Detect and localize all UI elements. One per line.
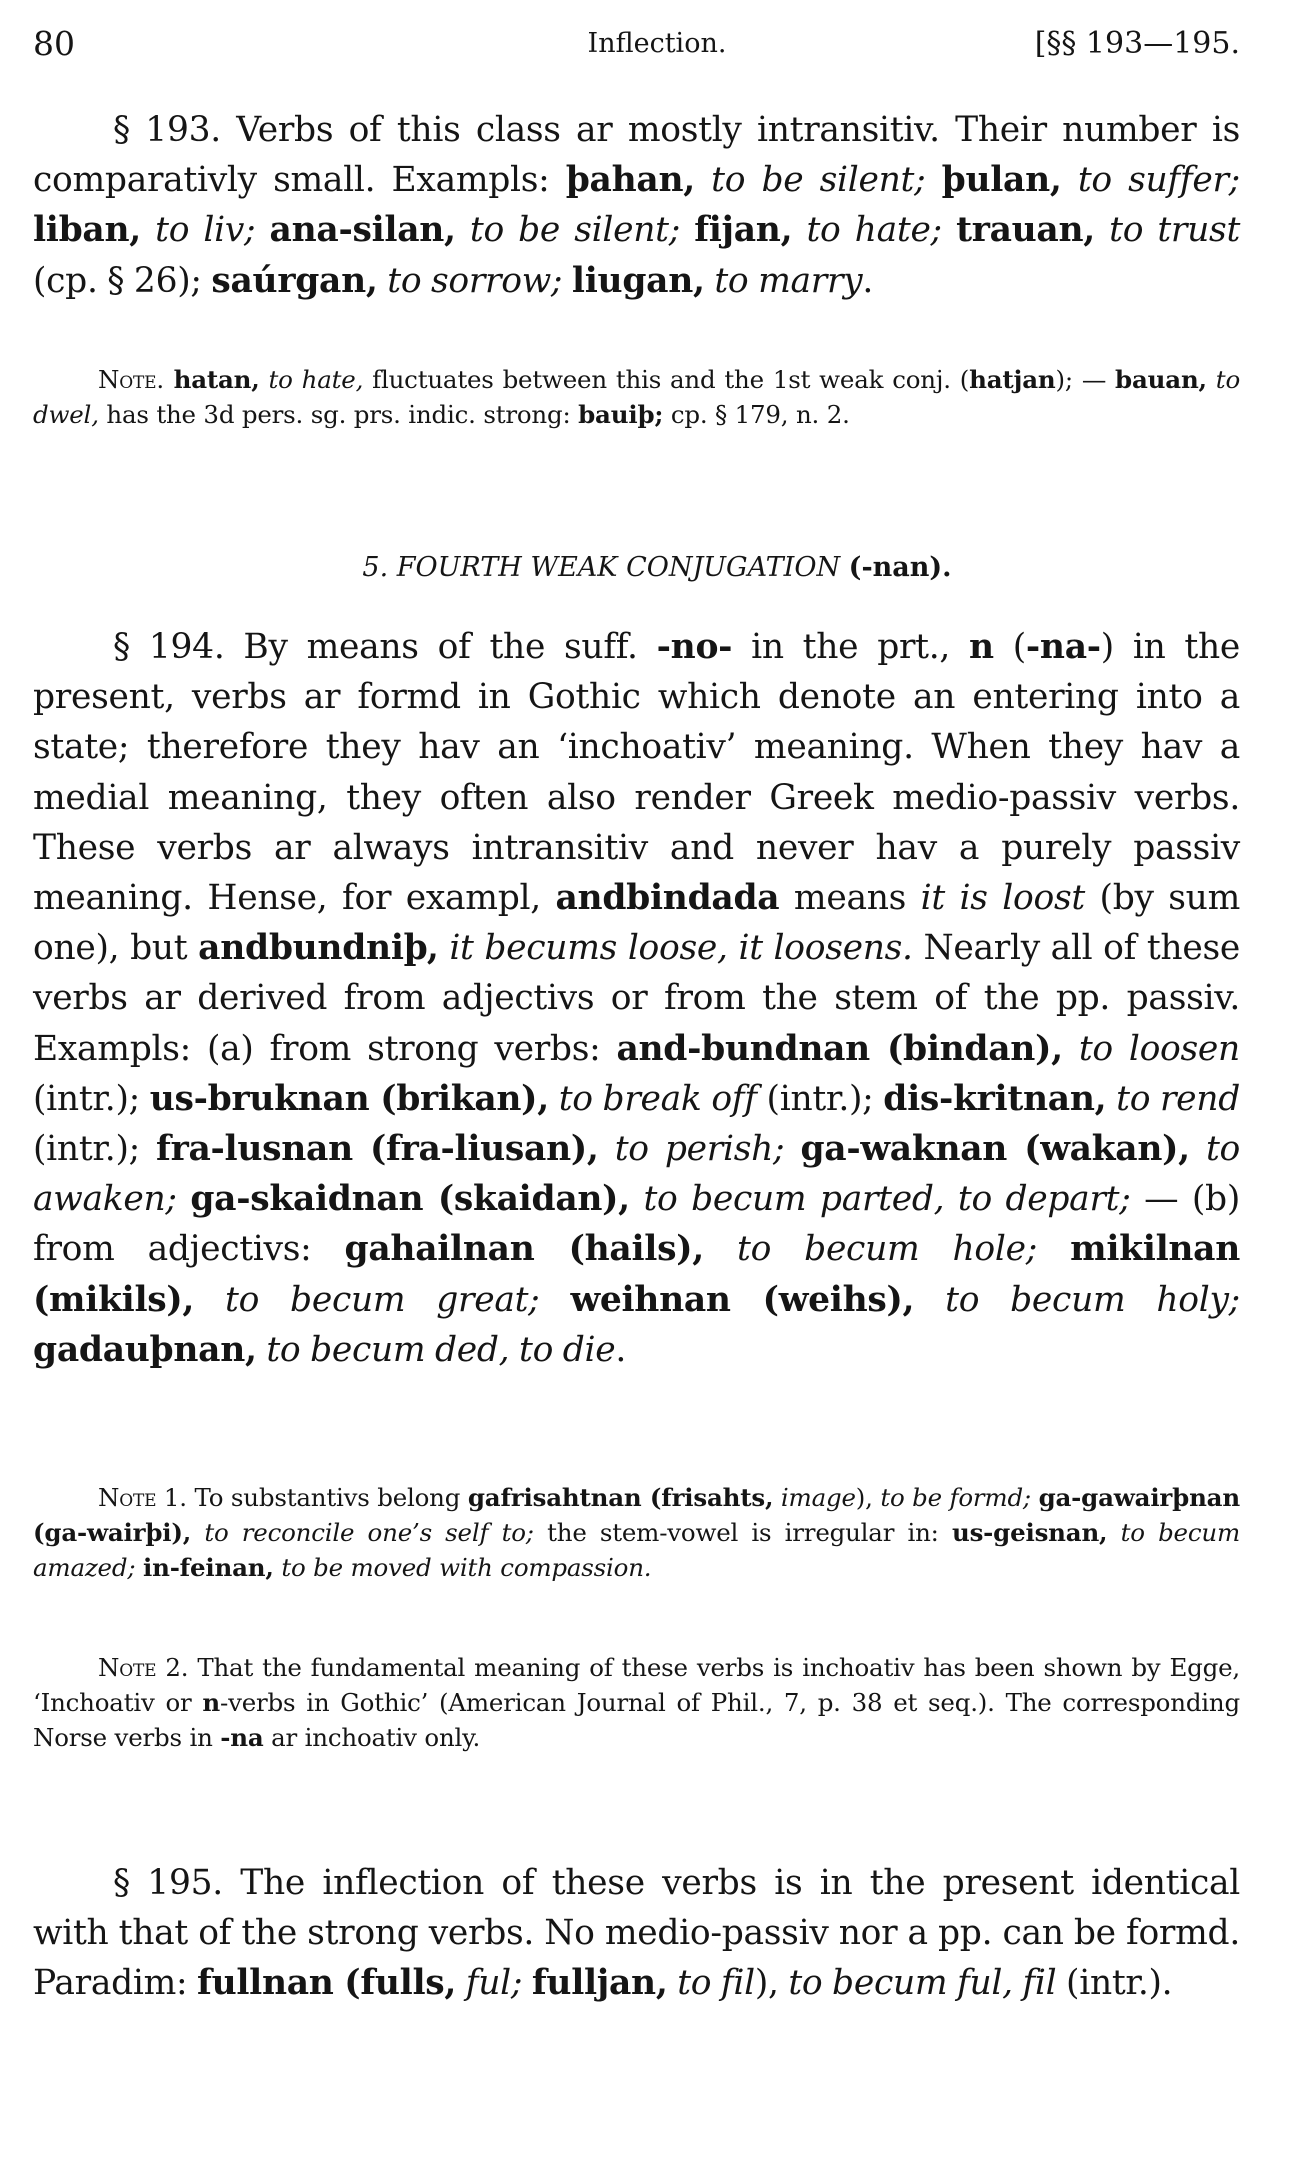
text: cp. § 179, n. 2. — [663, 400, 850, 429]
gothic-word: þahan, — [565, 160, 695, 201]
page-number: 80 — [33, 24, 75, 63]
text: ); — — [1055, 365, 1116, 394]
paragraph-193 — [33, 105, 1240, 306]
text: has the 3d pers. sg. prs. indic. strong: — [98, 400, 579, 429]
text: . — [615, 1329, 627, 1370]
note-1 — [33, 1480, 1240, 1585]
gothic-word: trauan, — [956, 210, 1095, 251]
suffix: n — [202, 1688, 221, 1717]
text: means — [779, 878, 921, 919]
gothic-word: liban, — [33, 210, 141, 251]
gloss: to becum ful, fil — [788, 1963, 1057, 2004]
gloss: to hate, — [259, 365, 364, 394]
text: That the fundamental meaning of these verbs is inchoativ has been shown by Egge, ‘Inchoativ or — [33, 1653, 1240, 1717]
gloss: it is loost — [920, 878, 1085, 919]
gothic-word: fijan, — [694, 210, 793, 251]
gloss: to fil — [667, 1963, 755, 2004]
gloss: to be formd; — [880, 1483, 1039, 1512]
text: (intr.); — [33, 1078, 150, 1119]
gloss: to sorrow; — [377, 260, 572, 301]
gloss: to loosen — [1062, 1028, 1240, 1069]
suffix: -no- — [656, 627, 733, 667]
section-label: § 194. — [113, 627, 225, 667]
gothic-word: andbindada — [555, 878, 780, 919]
gloss: to marry — [704, 260, 863, 301]
gloss: to be silent; — [455, 210, 695, 251]
text: The inflection of these verbs is in the present identical with that of the strong verbs. No medio-passiv nor a pp. can be formd. Paradim: — [33, 1863, 1241, 2004]
gothic-word: us-bruknan (brikan), — [149, 1078, 549, 1119]
gloss: to becum ded, to die — [256, 1329, 616, 1370]
gothic-word: fulljan, — [531, 1963, 668, 2004]
note-label: Note. — [98, 365, 164, 394]
gothic-word: hatan, — [163, 365, 260, 394]
text: ), — [754, 1963, 789, 2004]
running-title: Inflection. — [587, 28, 727, 59]
gothic-word: and-bundnan (bindan), — [616, 1028, 1063, 1069]
text: fluctuates between this and the 1st weak conj. ( — [363, 365, 970, 394]
text: -verbs in Gothic’ (American Journal of Phil., 7, p. 38 et seq.). The corresponding Norse verbs in — [33, 1688, 1240, 1752]
gothic-word: in-feinan, — [142, 1553, 274, 1582]
note-193 — [33, 362, 1240, 432]
text: . — [862, 260, 874, 301]
paragraph-195 — [33, 1858, 1240, 2009]
gothic-word: ana-silan, — [269, 210, 456, 251]
text: (intr.). — [1056, 1963, 1173, 2004]
text: ( — [993, 627, 1026, 667]
gloss: to reconcile one’s self to; — [191, 1518, 534, 1547]
gothic-word: weihnan (weihs), — [570, 1279, 915, 1320]
gloss: to becum amazed; — [33, 1518, 1240, 1582]
gothic-word: fra-lusnan (fra-liusan), — [156, 1129, 599, 1170]
gloss: to be moved with compassion. — [273, 1553, 652, 1582]
gothic-word: gadauþnan, — [33, 1329, 257, 1370]
gloss: to trust — [1094, 210, 1241, 251]
text: By means of the suff. — [224, 627, 657, 667]
section-range: [§§ 193—195. — [1034, 26, 1240, 61]
text: (by sum one), but — [33, 878, 1241, 969]
gloss: to rend — [1106, 1078, 1240, 1119]
gothic-word: hatjan — [969, 365, 1056, 394]
gloss: to becum parted, to depart; — [629, 1179, 1131, 1220]
gloss: to becum hole; — [703, 1229, 1071, 1270]
section-label: § 195. — [113, 1863, 223, 1903]
note-label: Note 2. — [98, 1653, 189, 1682]
gloss: image — [773, 1483, 856, 1512]
suffix: -na- — [1025, 627, 1101, 667]
suffix: -na — [220, 1723, 264, 1752]
gothic-word: andbundniþ, — [198, 928, 439, 969]
heading-suffix: (-nan). — [848, 552, 952, 583]
gothic-word: ga-skaidnan (skaidan), — [190, 1179, 630, 1220]
paragraph-194 — [33, 622, 1240, 1375]
note-label: Note 1. — [98, 1483, 187, 1512]
gothic-word: gahailnan (hails), — [344, 1229, 704, 1270]
gloss: to be silent; — [694, 160, 942, 201]
gloss: to awaken; — [33, 1129, 1241, 1220]
gothic-word: ga-gawairþnan (ga-wairþi), — [33, 1483, 1240, 1547]
heading-text: 5. FOURTH WEAK CONJUGATION — [362, 552, 849, 583]
gloss: to hate; — [792, 210, 957, 251]
gothic-word: ga-waknan (wakan), — [800, 1129, 1190, 1170]
section-heading — [0, 548, 1314, 588]
text: (intr.); — [33, 1129, 157, 1170]
gothic-word: liugan, — [571, 260, 705, 301]
gloss: to becum holy; — [914, 1279, 1240, 1320]
text: ar inchoativ only. — [263, 1723, 481, 1752]
gothic-word: gafrisahtnan (frisahts, — [467, 1483, 774, 1512]
text: To substantivs belong — [186, 1483, 468, 1512]
gloss: it becums loose, it loosens. — [438, 928, 913, 969]
gothic-word: fullnan (fulls, — [197, 1963, 457, 2004]
suffix: n — [969, 627, 994, 667]
text: in the prt., — [732, 627, 969, 667]
gloss: to break off — [548, 1078, 757, 1119]
gloss: to perish; — [598, 1129, 801, 1170]
gothic-word: bauiþ; — [578, 400, 664, 429]
text: Nearly all of these verbs ar derived from adjectivs or from the stem of the pp. passiv. Exampls: (a) from strong verbs: — [33, 928, 1240, 1069]
text: (cp. § 26); — [33, 260, 212, 301]
gothic-word: þulan, — [941, 160, 1062, 201]
gothic-word: mikilnan (mikils), — [33, 1229, 1241, 1320]
section-label: § 193. — [113, 110, 221, 150]
text: — (b) from adjectivs: — [33, 1179, 1240, 1270]
gloss: to suffer; — [1061, 160, 1240, 201]
gloss: to becum great; — [194, 1279, 571, 1320]
text: (intr.); — [756, 1078, 884, 1119]
text: ) in the present, verbs ar formd in Gothic which denote an entering into a state; therefore they hav an ‘inchoativ’ meaning. When they hav a medial meaning, they often also render Greek medio-passiv verbs. These verbs ar always intransitiv and never hav a purely passiv meaning. Hense, for exampl, — [33, 627, 1241, 919]
text: Verbs of this class ar mostly intransitiv. Their number is comparativly small. Exampls: — [33, 110, 1240, 201]
gothic-word: bauan, — [1115, 365, 1207, 394]
gothic-word: us-geisnan, — [951, 1518, 1108, 1547]
gothic-word: saúrgan, — [211, 260, 378, 301]
gothic-word: dis-kritnan, — [883, 1078, 1107, 1119]
gloss: to dwel, — [33, 365, 1241, 429]
note-2 — [33, 1650, 1240, 1755]
text: ), — [855, 1483, 881, 1512]
text: the stem-vowel is irregular in: — [533, 1518, 952, 1547]
gloss: ful; — [456, 1963, 532, 2004]
gloss: to liv; — [140, 210, 270, 251]
